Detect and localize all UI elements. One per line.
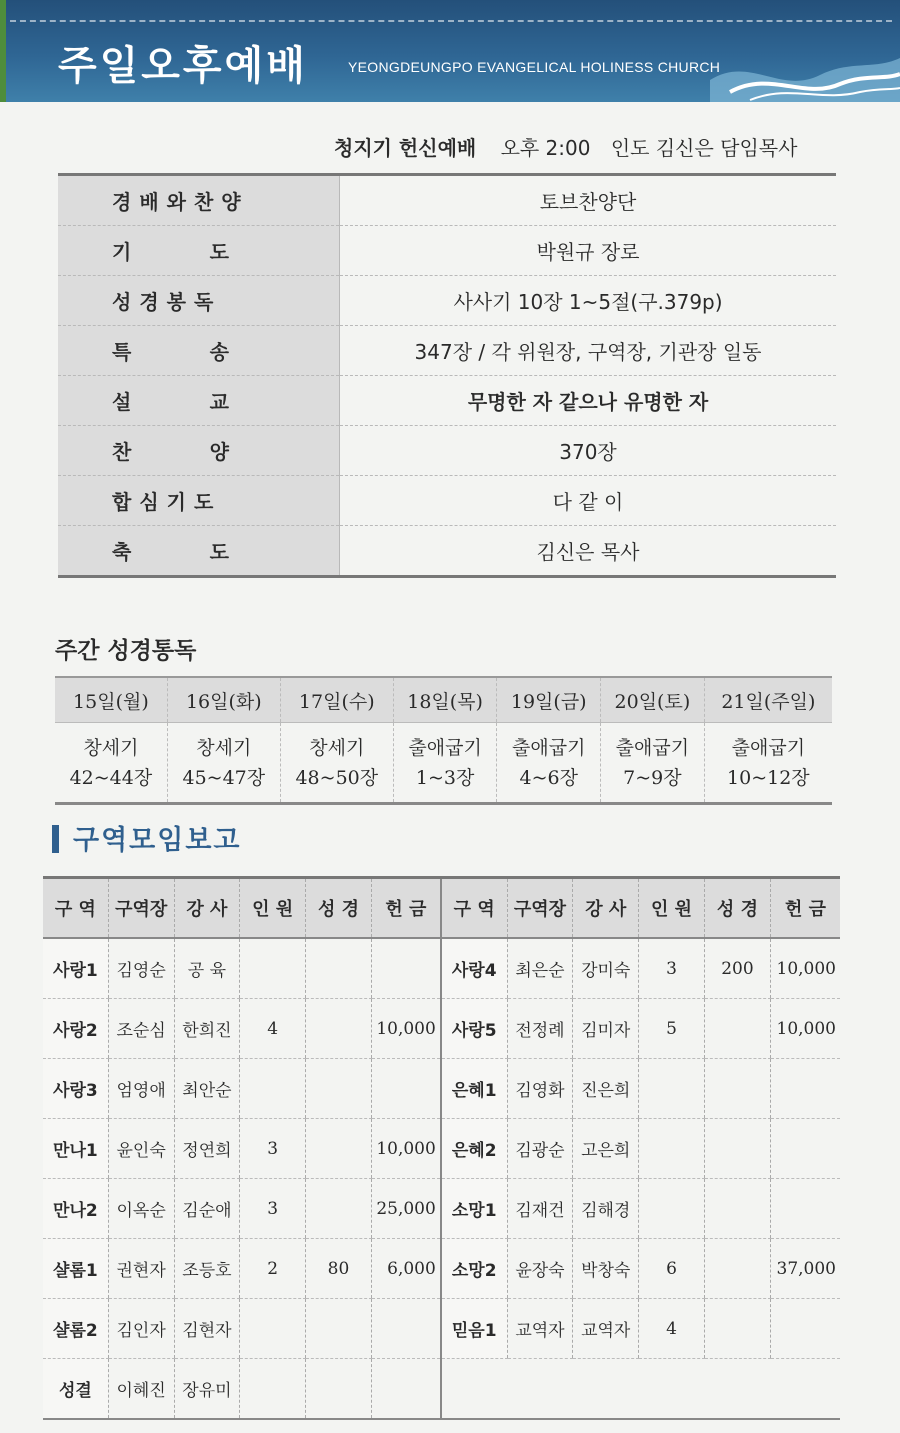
reading-cell	[704, 723, 832, 804]
group-bible	[704, 999, 770, 1059]
group-column-header: 헌 금	[771, 878, 840, 939]
group-attendance	[240, 1059, 306, 1119]
group-district: 소망1	[441, 1179, 507, 1239]
order-label-text	[112, 236, 232, 265]
group-leader: 김재건	[507, 1179, 573, 1239]
reading-cell	[167, 723, 280, 804]
reading-chapters: 10~12장	[727, 766, 810, 789]
group-offering: 10,000	[371, 999, 440, 1059]
group-offering	[371, 1059, 440, 1119]
group-leader: 조순심	[108, 999, 174, 1059]
service-leader: 인도 김신은 담임목사	[610, 136, 798, 160]
group-bible	[704, 1239, 770, 1299]
table-row	[43, 1299, 840, 1359]
empty-cell	[441, 1359, 840, 1420]
table-row	[43, 1059, 840, 1119]
order-value: 김신은 목사	[340, 526, 837, 577]
order-of-service-table	[58, 173, 836, 578]
church-name: YEONGDEUNGPO EVANGELICAL HOLINESS CHURCH	[348, 59, 721, 75]
reading-chapters: 42~44장	[69, 766, 153, 789]
group-leader: 최은순	[507, 938, 573, 999]
group-attendance	[639, 1179, 705, 1239]
group-leader: 김영화	[507, 1059, 573, 1119]
group-leader: 교역자	[507, 1299, 573, 1359]
group-bible	[704, 1299, 770, 1359]
reading-chapters: 1~3장	[415, 766, 475, 789]
order-label-text: 경배와찬양	[112, 190, 249, 214]
reading-chapters: 48~50장	[295, 766, 379, 789]
group-column-header: 구역장	[507, 878, 573, 939]
group-offering	[771, 1179, 840, 1239]
reading-day: 15일(월)	[55, 677, 167, 723]
group-column-header: 강 사	[174, 878, 240, 939]
group-attendance	[240, 938, 306, 999]
group-leader: 엄영애	[108, 1059, 174, 1119]
group-attendance: 6	[639, 1239, 705, 1299]
group-leader: 이혜진	[108, 1359, 174, 1420]
weekly-reading-title: 주간 성경통독	[55, 638, 197, 664]
group-district: 샬롬2	[43, 1299, 108, 1359]
group-leader: 김인자	[108, 1299, 174, 1359]
weekly-reading-table	[55, 676, 832, 805]
group-attendance: 4	[240, 999, 306, 1059]
group-district: 소망2	[441, 1239, 507, 1299]
group-attendance	[240, 1359, 306, 1420]
order-label	[58, 326, 340, 376]
group-bible	[704, 1059, 770, 1119]
group-district: 믿음1	[441, 1299, 507, 1359]
group-attendance: 3	[639, 938, 705, 999]
order-label	[58, 426, 340, 476]
group-attendance	[639, 1059, 705, 1119]
group-report-title-text: 구역모임보고	[73, 825, 242, 856]
group-bible: 80	[306, 1239, 372, 1299]
order-label	[58, 526, 340, 577]
group-teacher: 공 육	[174, 938, 240, 999]
table-row	[43, 938, 840, 999]
group-district: 사랑4	[441, 938, 507, 999]
group-teacher: 교역자	[573, 1299, 639, 1359]
order-value: 박원규 장로	[340, 226, 837, 276]
group-offering	[371, 1299, 440, 1359]
order-value: 토브찬양단	[340, 175, 837, 226]
table-row	[43, 1239, 840, 1299]
group-offering	[371, 1359, 440, 1420]
group-district: 성결	[43, 1359, 108, 1420]
order-value: 무명한 자 같으나 유명한 자	[340, 376, 837, 426]
group-attendance: 5	[639, 999, 705, 1059]
order-row	[58, 326, 836, 376]
order-label-part: 기	[112, 240, 135, 264]
group-bible	[704, 1179, 770, 1239]
title-marker	[52, 825, 59, 853]
order-label-text	[112, 536, 232, 565]
group-offering	[371, 938, 440, 999]
table-row	[43, 999, 840, 1059]
group-offering	[771, 1119, 840, 1179]
group-bible	[306, 1179, 372, 1239]
reading-day: 21일(주일)	[704, 677, 832, 723]
group-teacher: 김미자	[573, 999, 639, 1059]
group-offering: 37,000	[771, 1239, 840, 1299]
group-column-header: 강 사	[573, 878, 639, 939]
page-header	[0, 0, 900, 102]
reading-day: 16일(화)	[167, 677, 280, 723]
order-label	[58, 476, 340, 526]
order-label-part: 양	[209, 440, 232, 464]
group-teacher: 김해경	[573, 1179, 639, 1239]
group-leader: 윤인숙	[108, 1119, 174, 1179]
reading-book: 출애굽기	[731, 736, 806, 759]
group-offering: 10,000	[771, 938, 840, 999]
group-offering: 25,000	[371, 1179, 440, 1239]
group-district: 샬롬1	[43, 1239, 108, 1299]
order-label-text	[112, 436, 232, 465]
order-label-part: 축	[112, 540, 135, 564]
group-bible	[306, 1059, 372, 1119]
group-leader: 윤장숙	[507, 1239, 573, 1299]
group-district: 사랑2	[43, 999, 108, 1059]
order-row	[58, 276, 836, 326]
group-leader: 김영순	[108, 938, 174, 999]
group-offering	[771, 1299, 840, 1359]
reading-book: 출애굽기	[408, 736, 482, 759]
group-bible	[306, 999, 372, 1059]
group-bible	[704, 1119, 770, 1179]
reading-chapters: 7~9장	[623, 766, 682, 789]
group-teacher: 고은희	[573, 1119, 639, 1179]
table-row	[43, 1179, 840, 1239]
group-leader: 권현자	[108, 1239, 174, 1299]
group-column-header: 구 역	[43, 878, 108, 939]
group-offering: 6,000	[371, 1239, 440, 1299]
header-accent-bar	[0, 0, 6, 102]
reading-book: 창세기	[196, 736, 252, 759]
reading-day: 18일(목)	[393, 677, 497, 723]
order-label-text	[112, 336, 232, 365]
order-label	[58, 226, 340, 276]
order-label-text: 성경봉독	[112, 290, 222, 314]
group-offering: 10,000	[371, 1119, 440, 1179]
group-district: 은혜2	[441, 1119, 507, 1179]
group-attendance: 3	[240, 1119, 306, 1179]
order-row	[58, 175, 836, 226]
reading-cell	[280, 723, 393, 804]
order-label-part: 설	[112, 390, 135, 414]
reading-book: 출애굽기	[615, 736, 690, 759]
wave-decoration-icon	[710, 40, 900, 102]
service-time: 오후 2:00	[500, 136, 591, 160]
order-label-part: 특	[112, 340, 135, 364]
reading-chapters: 4~6장	[519, 766, 578, 789]
group-leader: 김광순	[507, 1119, 573, 1179]
order-row	[58, 476, 836, 526]
group-column-header: 헌 금	[371, 878, 440, 939]
order-label-part: 송	[209, 340, 232, 364]
order-label-part: 찬	[112, 440, 135, 464]
group-teacher: 김현자	[174, 1299, 240, 1359]
group-report-title	[52, 818, 242, 857]
order-label	[58, 376, 340, 426]
group-attendance: 2	[240, 1239, 306, 1299]
group-teacher: 최안순	[174, 1059, 240, 1119]
group-attendance: 4	[639, 1299, 705, 1359]
order-row	[58, 526, 836, 577]
group-district: 사랑3	[43, 1059, 108, 1119]
order-label-text	[112, 386, 232, 415]
group-column-header: 인 원	[639, 878, 705, 939]
group-bible	[306, 1119, 372, 1179]
group-bible	[306, 1359, 372, 1420]
group-offering: 10,000	[771, 999, 840, 1059]
group-district: 은혜1	[441, 1059, 507, 1119]
group-teacher: 장유미	[174, 1359, 240, 1420]
order-row	[58, 226, 836, 276]
group-bible: 200	[704, 938, 770, 999]
group-leader: 이옥순	[108, 1179, 174, 1239]
reading-day: 19일(금)	[497, 677, 601, 723]
reading-book: 창세기	[309, 736, 365, 759]
order-label-part: 교	[209, 390, 232, 414]
reading-chapters: 45~47장	[182, 766, 266, 789]
reading-book: 창세기	[83, 736, 139, 759]
reading-book: 출애굽기	[512, 736, 586, 759]
reading-cell	[393, 723, 497, 804]
group-bible	[306, 938, 372, 999]
order-label-part: 도	[209, 540, 232, 564]
group-district: 만나2	[43, 1179, 108, 1239]
group-attendance	[240, 1299, 306, 1359]
order-value: 사사기 10장 1~5절(구.379p)	[340, 276, 837, 326]
group-district: 사랑5	[441, 999, 507, 1059]
order-label	[58, 175, 340, 226]
order-value: 370장	[340, 426, 837, 476]
group-district: 사랑1	[43, 938, 108, 999]
order-row	[58, 376, 836, 426]
table-row	[43, 1359, 840, 1420]
order-value: 347장 / 각 위원장, 구역장, 기관장 일동	[340, 326, 837, 376]
group-teacher: 정연희	[174, 1119, 240, 1179]
group-leader: 전정례	[507, 999, 573, 1059]
group-bible	[306, 1299, 372, 1359]
order-row	[58, 426, 836, 476]
group-teacher: 진은희	[573, 1059, 639, 1119]
reading-day: 17일(수)	[280, 677, 393, 723]
group-column-header: 성 경	[704, 878, 770, 939]
order-label-part: 도	[209, 240, 232, 264]
order-label	[58, 276, 340, 326]
page-title: 주일오후예배	[58, 43, 308, 89]
group-district: 만나1	[43, 1119, 108, 1179]
header-dashed-line	[10, 20, 892, 22]
reading-day: 20일(토)	[601, 677, 705, 723]
reading-cell	[497, 723, 601, 804]
group-column-header: 구역장	[108, 878, 174, 939]
group-teacher: 강미숙	[573, 938, 639, 999]
table-row	[43, 1119, 840, 1179]
service-heading	[334, 132, 797, 161]
group-offering	[771, 1059, 840, 1119]
service-name: 청지기 헌신예배	[334, 136, 477, 160]
group-teacher: 조등호	[174, 1239, 240, 1299]
group-column-header: 성 경	[306, 878, 372, 939]
group-attendance	[639, 1119, 705, 1179]
group-attendance: 3	[240, 1179, 306, 1239]
group-teacher: 박창숙	[573, 1239, 639, 1299]
group-teacher: 한희진	[174, 999, 240, 1059]
order-label-text: 합심기도	[112, 490, 222, 514]
reading-cell	[601, 723, 705, 804]
group-report-table	[43, 876, 840, 1420]
order-value: 다 같 이	[340, 476, 837, 526]
group-teacher: 김순애	[174, 1179, 240, 1239]
reading-cell	[55, 723, 167, 804]
group-column-header: 인 원	[240, 878, 306, 939]
group-column-header: 구 역	[441, 878, 507, 939]
